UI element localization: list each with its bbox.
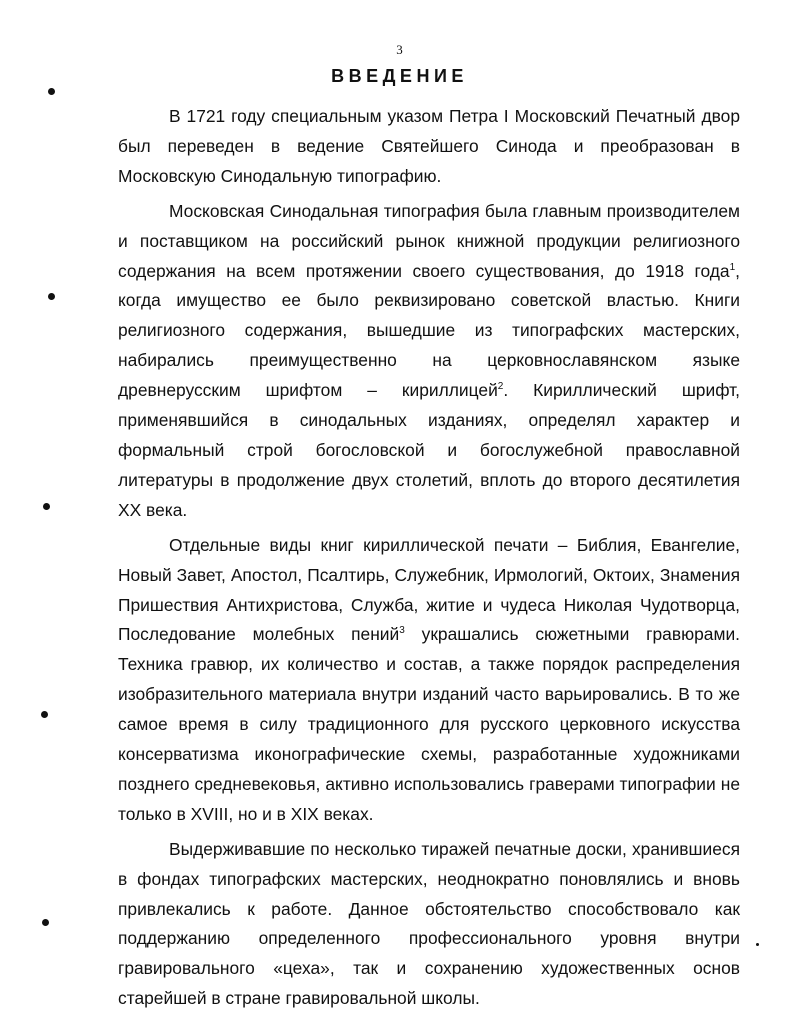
paragraph-text: украшались сюжетными гравюрами. Техника гравюр, их количество и состав, а также порядок распределения изобразительного материала внутри изданий часто варьировались. В то же самое время в силу традиционного для русского церковного искусства консерватизма иконографические схемы, разработанные художниками позднего средневековья, активно использовались граверами типографии не только в XVIII, но и в XIX веках. <box>118 624 740 824</box>
footnote-ref-2[interactable]: 2 <box>497 381 504 393</box>
paragraph-2 <box>118 197 740 526</box>
scan-hole-mark <box>42 919 49 926</box>
paragraph-text: Выдерживавшие по несколько тиражей печатные доски, хранившиеся в фондах типографских мастерских, неоднократно поновлялись и вновь привлекались к работе. Данное обстоятельство способствовало как поддержанию определенного профессионального уровня внутри гравировального «цеха», так и сохранению художественных основ старейшей в стране гравировальной школы. <box>118 838 740 1009</box>
paragraph-text: . Кириллический шрифт, применявшийся в синодальных изданиях, определял характер и формальный строй богословской и богослужебной православной литературы в продолжение двух столетий, вплоть до второго десятилетия XX века. <box>118 380 740 520</box>
paragraph-text: , когда имущество ее было реквизировано советской властью. Книги религиозного содержания, вышедшие из типографских мастерских, набирались преимущественно на церковнославянском языке древнерусским шрифтом – кириллицей <box>118 260 740 401</box>
page-title: ВВЕДЕНИЕ <box>331 66 468 86</box>
footnote-ref-3[interactable]: 3 <box>399 625 405 637</box>
body-text <box>118 102 740 1014</box>
scan-hole-mark <box>43 503 50 510</box>
paragraph-text: Московская Синодальная типография была главным производителем и поставщиком на российский рынок книжной продукции религиозного содержания на всем протяжении своего существования, до 1918 года <box>118 200 740 281</box>
paragraph-3 <box>118 531 740 830</box>
paragraph-text: Отдельные виды книг кириллической печати – Библия, Евангелие, Новый Завет, Апостол, Псалтирь, Служебник, Ирмологий, Октоих, Знамения Пришествия Антихристова, Служба, житие и чудеса Николая Чудотворца, Последование молебных пений <box>118 534 740 645</box>
paragraph-4 <box>118 835 740 1014</box>
scan-hole-mark <box>48 88 55 95</box>
scan-hole-mark <box>41 711 48 718</box>
paragraph-1 <box>118 102 740 192</box>
scan-dot-mark <box>756 943 759 946</box>
paragraph-text: В 1721 году специальным указом Петра I Московский Печатный двор был переведен в ведение Святейшего Синода и преобразован в Московскую Синодальную типографию. <box>118 106 740 186</box>
page-number: 3 <box>396 42 403 57</box>
scan-hole-mark <box>48 293 55 300</box>
footnote-ref-1[interactable]: 1 <box>729 261 736 273</box>
